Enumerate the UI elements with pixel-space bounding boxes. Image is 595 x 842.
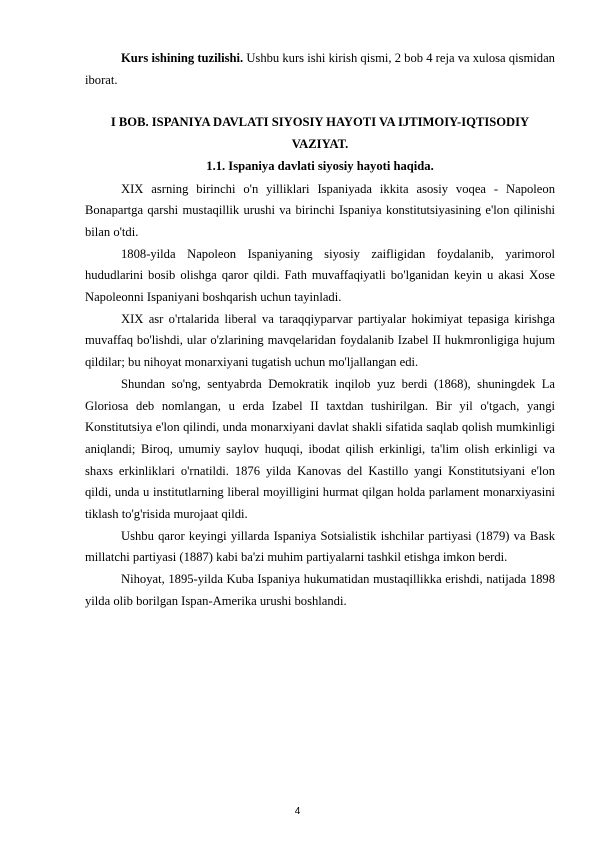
intro-paragraph [85,48,555,91]
intro-text: Ushbu kurs ishi kirish qismi, 2 bob 4 reja va xulosa qismidan iborat. [85,51,555,87]
intro-lead: Kurs ishining tuzilishi. [121,51,244,65]
chapter-title: I BOB. ISPANIYA DAVLATI SIYOSIY HAYOTI VA IJTIMOIY-IQTISODIY VAZIYAT. [110,115,530,152]
body-paragraph: 1808-yilda Napoleon Ispaniyaning siyosiy zaifligidan foydalanib, yarimorol hududlarini bosib olishga qaror qildi. Fath muvaffaqiyatli bo'lganidan keyin u akasi Xose Napoleonni Ispaniyani boshqarish uchun tayinladi. [85,246,555,305]
section-title: 1.1. Ispaniya davlati siyosiy hayoti haqida. [206,158,434,173]
body-paragraph: Shundan so'ng, sentyabrda Demokratik inqilob yuz berdi (1868), shuningdek La Gloriosa deb nomlangan, u erda Izabel II taxtdan tushirilgan. Bir yil o'tgach, yangi Konstitutsiya e'lon qilindi, unda monarxiyani davlat shakli sifatida saqlab qolish mumkinligi aniqlandi; Biroq, umumiy saylov huquqi, ibodat qilish erkinligi, ta'lim olish erkinligi va shaxs erkinliklari o'rnatildi. 1876 yilda Kanovas del Kastillo yangi Konstitutsiyani e'lon qildi, unda u institutlarning liberal moyilligini hurmat qilgan holda parlament monarxiyasini tiklash to'g'risida murojaat qildi. [85,376,555,522]
document-page [85,48,555,613]
body-paragraph: Nihoyat, 1895-yilda Kuba Ispaniya hukumatidan mustaqillikka erishdi, natijada 1898 yilda olib borilgan Ispan-Amerika urushi boshlandi. [85,572,555,608]
page-number: 4 [294,806,301,817]
body-paragraph: XIX asrning birinchi o'n yilliklari Ispaniyada ikkita asosiy voqea - Napoleon Bonapartga qarshi mustaqillik urushi va birinchi Ispaniya konstitutsiyasining e'lon qilinishi bilan o'tdi. [85,181,555,239]
body-paragraph: Ushbu qaror keyingi yillarda Ispaniya Sotsialistik ishchilar partiyasi (1879) va Bask millatchi partiyasi (1887) kabi ba'zi muhim partiyalarni tashkil etishga imkon berdi. [85,528,555,565]
body-paragraph: XIX asr o'rtalarida liberal va taraqqiyparvar partiyalar hokimiyat tepasiga kirishga muvaffaq bo'lishdi, ular o'zlarining mavqelaridan foydalanib Izabel II hukmronligiga hujum qildilar; bu nihoyat monarxiyani tugatish uchun mo'ljallangan edi. [85,311,555,370]
